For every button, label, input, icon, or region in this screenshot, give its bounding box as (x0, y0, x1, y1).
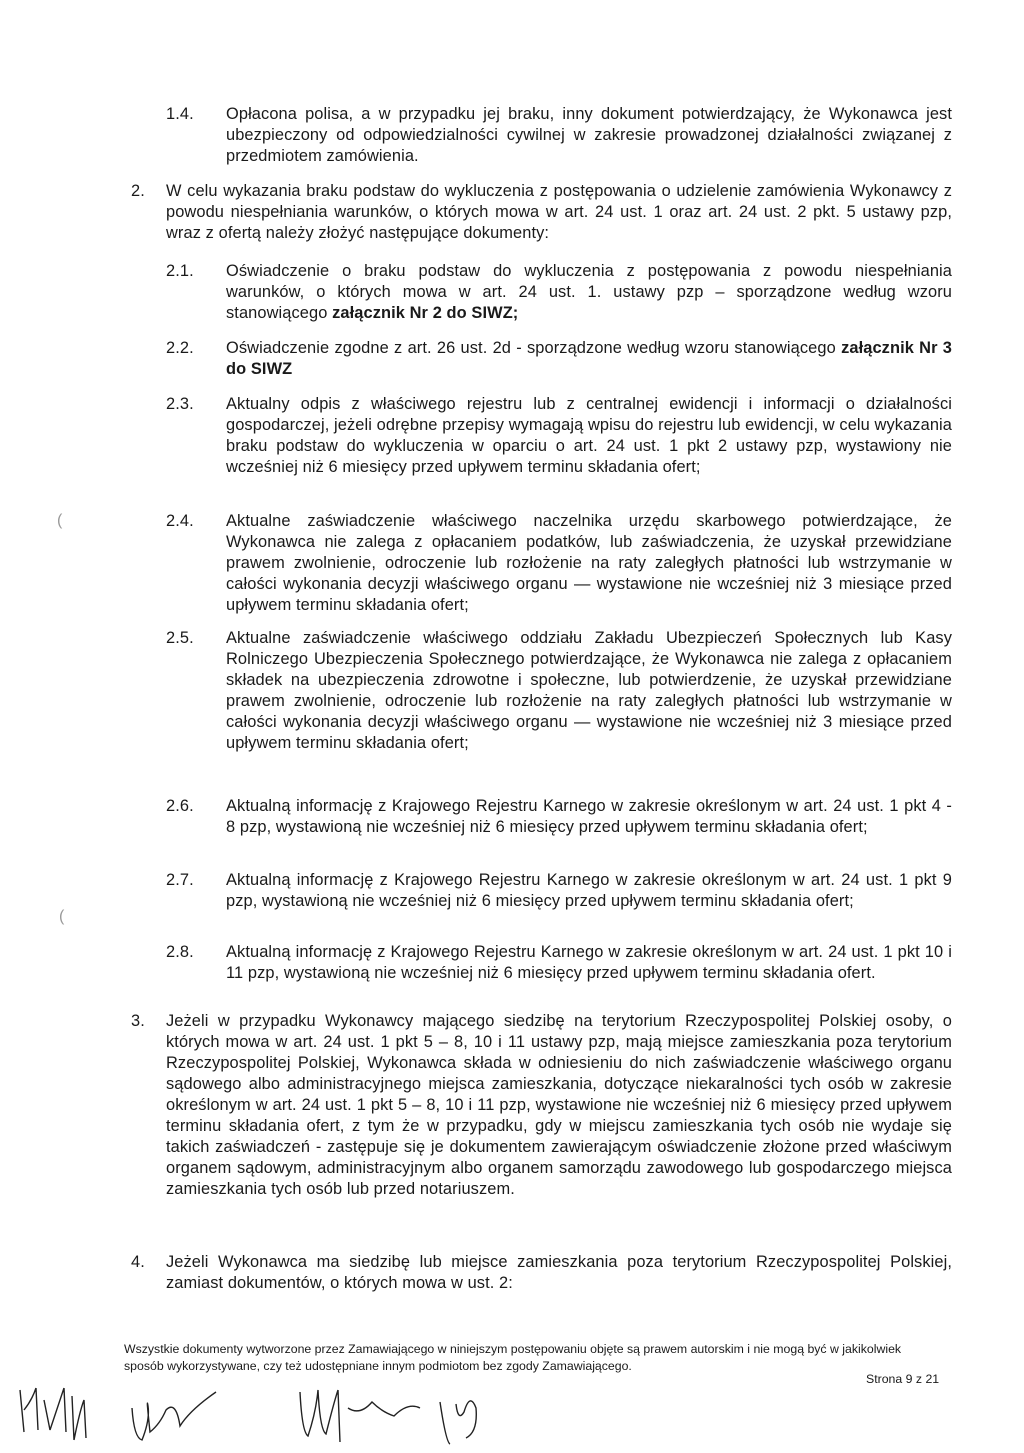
section-number: 2.1. (166, 262, 194, 280)
section-number: 1.4. (166, 105, 194, 123)
section-text-plain: Oświadczenie o braku podstaw do wykluczenia z postępowania z powodu niespełniania warunków, o których mowa w art. 24 ust. 1. ustawy pzp – sporządzone według wzoru stanowiącego (226, 262, 952, 322)
section-text: Aktualny odpis z właściwego rejestru lub z centralnej ewidencji i informacji o działalności gospodarczej, jeżeli odrębne przepisy wymagają wpisu do rejestru lub ewidencji, w celu wykazania braku podstaw do wykluczenia w oparciu o art. 24 ust. 1 pkt 2 ustawy pzp, wystawiony nie wcześniej niż 6 miesięcy przed upływem terminu składania ofert; (226, 395, 952, 476)
scan-mark: ( (57, 512, 63, 529)
initials-signature-2 (120, 1380, 230, 1450)
section-number: 2.8. (166, 943, 194, 961)
scan-mark: ( (59, 908, 65, 925)
page-number: Strona 9 z 21 (866, 1372, 940, 1386)
section-number: 2.7. (166, 871, 194, 889)
section-number: 4. (131, 1253, 145, 1271)
copyright-notice: Wszystkie dokumenty wytworzone przez Zamawiającego w niniejszym postępowaniu objęte są prawem autorskim i nie mogą być w jakikolwiek sposób wykorzystywane, czy też udostępniane innym podmiotom bez zgody Zamawiającego. (124, 1342, 902, 1373)
section-number: 2.6. (166, 797, 194, 815)
section-text: Aktualną informację z Krajowego Rejestru Karnego w zakresie określonym w art. 24 ust. 1 pkt 4 - 8 pzp, wystawioną nie wcześniej niż 6 miesięcy przed upływem terminu składania ofert; (226, 797, 952, 836)
attachment-reference: załącznik Nr 2 do SIWZ; (332, 304, 519, 322)
section-text-plain: Oświadczenie zgodne z art. 26 ust. 2d - sporządzone według wzoru stanowiącego (226, 339, 842, 357)
section-text: Jeżeli w przypadku Wykonawcy mającego siedzibę na terytorium Rzeczypospolitej Polskiej osoby, o których mowa w art. 24 ust. 1 pkt 5 – 8, 10 i 11 ustawy pzp, mają miejsce zamieszkania poza terytorium Rzeczypospolitej Polskiej, Wykonawca składa w odniesieniu do nich zaświadczenie właściwego organu sądowego albo administracyjnego miejsca zamieszkania, dotyczące niekaralności tych osób w zakresie określonym w art. 24 ust. 1 pkt 5 – 8, 10 i 11 pzp, wystawione nie wcześniej niż 6 miesięcy przed upływem terminu składania ofert, z tym że w przypadku, gdy w miejscu zamieszkania tych osób nie wydaje się takich zaświadczeń - zastępuje się je dokumentem zawierającym oświadczenie złożone przed właściwym organem sądowym, administracyjnym albo organem samorządu zawodowego lub gospodarczego miejsca zamieszkania tych osób lub przed notariuszem. (166, 1012, 952, 1198)
section-number: 3. (131, 1012, 145, 1030)
section-number: 2.4. (166, 512, 194, 530)
section-number: 2. (131, 182, 145, 200)
handwritten-signature-3 (290, 1372, 510, 1450)
section-text (226, 338, 952, 380)
section-number: 2.3. (166, 395, 194, 413)
section-number: 2.2. (166, 339, 194, 357)
section-text: Aktualne zaświadczenie właściwego naczelnika urzędu skarbowego potwierdzające, że Wykonawca nie zalega z opłacaniem podatków, lub zaświadczenia, że uzyskał przewidziane prawem zwolnienie, odroczenie lub rozłożenie na raty zaległych płatności lub wstrzymanie w całości wykonania decyzji właściwego organu — wystawione nie wcześniej niż 3 miesiące przed upływem terminu składania ofert; (226, 512, 952, 614)
section-text: Aktualną informację z Krajowego Rejestru Karnego w zakresie określonym w art. 24 ust. 1 pkt 10 i 11 pzp, wystawioną nie wcześniej niż 6 miesięcy przed upływem terminu składania ofert. (226, 943, 952, 982)
section-text: Aktualne zaświadczenie właściwego oddziału Zakładu Ubezpieczeń Społecznych lub Kasy Rolniczego Ubezpieczenia Społecznego potwierdzające, że Wykonawca nie zalega z opłacaniem składek na ubezpieczenia zdrowotne i społeczne, lub potwierdzenie, że uzyskał przewidziane prawem zwolnienie, odroczenie lub rozłożenie na raty zaległych płatności lub wstrzymanie w całości wykonania decyzji właściwego organu — wystawione nie wcześniej niż 3 miesiące przed upływem terminu składania ofert; (226, 629, 952, 752)
section-number: 2.5. (166, 629, 194, 647)
section-text (226, 261, 952, 324)
section-text: Aktualną informację z Krajowego Rejestru Karnego w zakresie określonym w art. 24 ust. 1 pkt 9 pzp, wystawioną nie wcześniej niż 6 miesięcy przed upływem terminu składania ofert; (226, 871, 952, 910)
section-text: Opłacona polisa, a w przypadku jej braku, inny dokument potwierdzający, że Wykonawca jest ubezpieczony od odpowiedzialności cywilnej w zakresie prowadzonej działalności związanej z przedmiotem zamówienia. (226, 105, 952, 165)
attachment-reference: załącznik Nr 3 do SIWZ (226, 339, 953, 378)
section-text: W celu wykazania braku podstaw do wykluczenia z postępowania o udzielenie zamówienia Wykonawcy z powodu niespełniania warunków, o których mowa w art. 24 ust. 1 oraz art. 24 ust. 2 pkt. 5 ustawy pzp, wraz z ofertą należy złożyć następujące dokumenty: (166, 182, 952, 242)
initials-signature-1 (10, 1370, 120, 1450)
section-text: Jeżeli Wykonawca ma siedzibę lub miejsce zamieszkania poza terytorium Rzeczypospolitej Polskiej, zamiast dokumentów, o których mowa w ust. 2: (166, 1253, 952, 1292)
